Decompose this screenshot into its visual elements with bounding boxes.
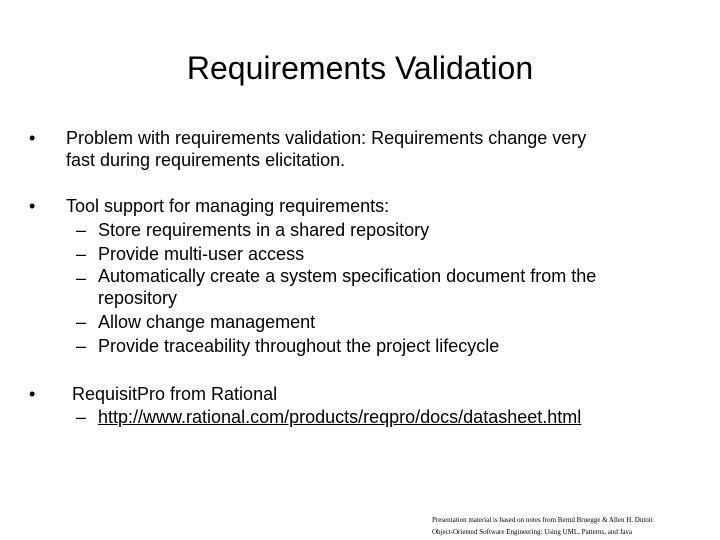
dash-icon: –	[76, 244, 87, 264]
dash-icon: –	[76, 220, 87, 240]
sub-bullet-change-mgmt: Allow change management	[98, 312, 316, 332]
sub-bullet-store: Store requirements in a shared repository	[98, 220, 430, 240]
dash-icon: –	[76, 312, 87, 332]
dash-icon: –	[76, 407, 87, 427]
dash-icon: –	[76, 268, 87, 288]
footer-credit-line2: Object-Oriented Software Engineering: Using UML, Patterns, and Java	[432, 528, 633, 536]
bullet-text-tool-support: Tool support for managing requirements:	[66, 196, 390, 216]
bullet-text-requisitpro: RequisitPro from Rational	[72, 384, 278, 404]
bullet-icon: •	[29, 128, 36, 148]
bullet-text-requirements-problem-line2: fast during requirements elicitation.	[66, 150, 346, 170]
reqpro-datasheet-link[interactable]: http://www.rational.com/products/reqpro/docs/datasheet.html	[98, 407, 582, 427]
slide-title: Requirements Validation	[186, 50, 534, 86]
sub-bullet-traceability: Provide traceability throughout the project lifecycle	[98, 336, 500, 356]
bullet-text-requirements-problem-line1: Problem with requirements validation: Requirements change very	[66, 128, 587, 148]
sub-bullet-multiuser: Provide multi-user access	[98, 244, 305, 264]
dash-icon: –	[76, 336, 87, 356]
sub-bullet-spec-doc-line1: Automatically create a system specification document from the	[98, 266, 597, 286]
bullet-icon: •	[29, 196, 36, 216]
footer-credit-line1: Presentation material is based on notes from Bernd Bruegge & Allen H. Dutoit	[432, 516, 653, 524]
sub-bullet-spec-doc-line2: repository	[98, 288, 178, 308]
bullet-icon: •	[29, 384, 36, 404]
